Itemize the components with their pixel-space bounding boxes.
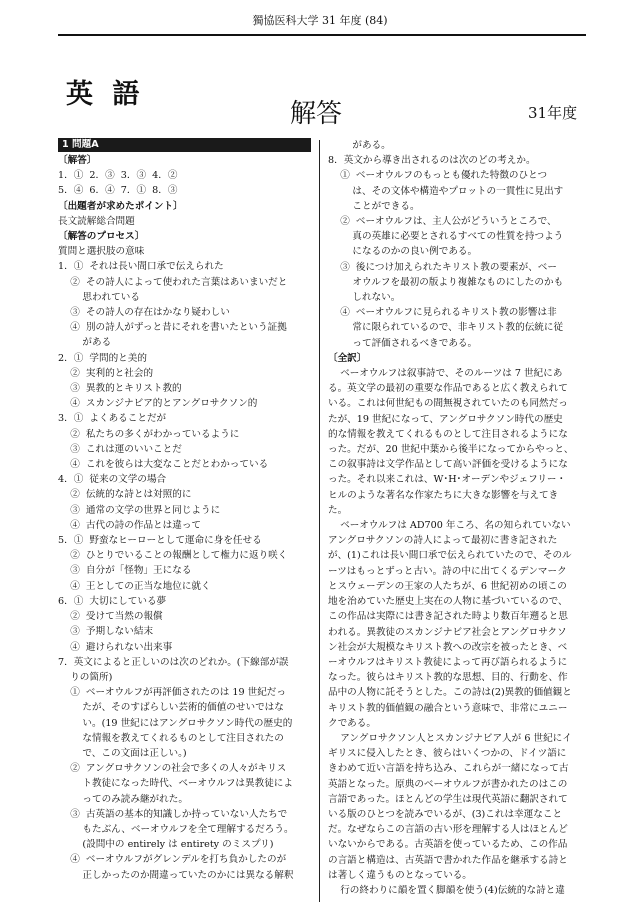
text-line: クである。 [328, 717, 376, 729]
text-line: 5．① 野蛮なヒーローとして運命に身を任せる [58, 535, 262, 547]
text-line: ④ 古代の詩の作品とは違って [58, 519, 202, 531]
subsection-heading: 〔出題者が求めたポイント〕 [58, 200, 183, 212]
column-divider [319, 140, 320, 902]
text-line: 1．① それは長い間口承で伝えられた [58, 261, 224, 273]
subsection-heading: 〔解答のプロセス〕 [58, 231, 145, 243]
text-line: なった。彼らはキリスト教的な思想、目的、行動を、作 [328, 672, 568, 684]
text-line: ことができる。 [328, 200, 420, 212]
text-line: ④ 避けられない出来事 [58, 641, 173, 653]
text-line: い。(19 世紀にはアングロサクソン時代の歴史的 [58, 717, 293, 729]
text-line: ③ 古英語の基本的知識しか持っていない人たちで [58, 808, 288, 820]
left-column [58, 138, 311, 883]
text-line: 6．① 大切にしている夢 [58, 595, 167, 607]
text-line: ② 伝統的な詩とは対照的に [58, 489, 192, 501]
text-line: な情報を教えてくれるものとして注目されたの [58, 732, 284, 744]
right-column [328, 138, 588, 898]
text-line: ③ 自分が「怪物」王になる [58, 565, 192, 577]
text-line: とスウェーデンの王家の人たちが、6 世紀初めの頃この [328, 580, 567, 592]
text-line: 長文読解総合問題 [58, 215, 135, 227]
text-line: 正しかったのか間違っていたのかには異なる解釈 [58, 869, 294, 881]
text-line: ベーオウルフは叙事詩で、そのルーツは 7 世紀にあ [328, 368, 563, 380]
text-line: いないからである。古英語を使っているため、この作品 [328, 839, 568, 851]
text-line: 3．① よくあることだが [58, 413, 167, 425]
text-line: だ。なぜならこの言語の古い形を理解する人はほとんど [328, 824, 568, 836]
text-line: ③ 異教的とキリスト教的 [58, 383, 182, 395]
text-line: 1．① 2．③ 3．③ 4．② [58, 170, 178, 182]
text-line: いる版のひとつを読みでいるが、(3)これは幸運なこと [328, 808, 563, 820]
text-line: アングロサクソン人とスカンジナビア人が 6 世紀にイ [328, 732, 572, 744]
text-line: 地を治めていた歴史上実在の人物に基づいているので、 [328, 596, 568, 608]
text-line: ン社会が大規模なキリスト教への改宗を被ったとき、ベ [328, 641, 568, 653]
text-line: たが、そのすばらしい芸術的価値のせいではな [58, 702, 284, 714]
text-line: 常に限られているので、非キリスト教的伝統に従 [328, 322, 564, 334]
text-line: ってのみ読み継がれた。 [58, 793, 188, 805]
text-line: った。だが、20 世紀中葉から後半になってからやっと、 [328, 444, 574, 456]
text-line: ④ 別の詩人がずっと昔にそれを書いたという証拠 [58, 322, 287, 334]
text-line: きわめて近い言語を持ち込み、これらが一緒になって古 [328, 763, 569, 775]
text-line: ④ これを彼らは大変なことだとわかっている [58, 459, 269, 471]
text-line: 言語であった。ほとんどの学生は現代英語に翻訳されて [328, 793, 568, 805]
text-line: た。 [328, 504, 348, 516]
text-line: ヒルのような著名な作家たちに大きな影響を与えてき [328, 489, 559, 501]
text-line: ② 受けて当然の報償 [58, 611, 163, 623]
text-line: 質問と選択肢の意味 [58, 246, 145, 258]
text-line: ② 実利的と社会的 [58, 367, 154, 379]
text-line: の言語と構造は、古英語で書かれた作品を継承する詩と [328, 854, 568, 866]
text-line: 真の英雄に必要とされるすべての性質を持つよう [328, 231, 564, 243]
text-line: ② ひとりでいることの報酬として権力に返り咲く [58, 550, 288, 562]
text-line: 的な情報を教えてくれるものとして注目されるようにな [328, 428, 568, 440]
text-line: った。それ以来これは、W･H･オーデンやジェフリー・ [328, 474, 567, 486]
text-line: 英語となった。原典のベーオウルフが書かれたのはこの [328, 778, 568, 790]
text-line: この作品は実際には書き記された時より数百年遡ると思 [328, 611, 568, 623]
text-line: 思われている [58, 291, 140, 303]
text-line: る。英文学の最初の重要な作品であると広く教えられて [328, 383, 568, 395]
subsection-heading: 〔解答〕 [58, 155, 97, 166]
running-header: 獨協医科大学 31 年度 (84) [252, 14, 388, 27]
text-line: 5．④ 6．④ 7．① 8．③ [58, 185, 178, 197]
text-line: りの箇所) [58, 671, 113, 683]
text-line: オウルフを最初の版より複雑なものにしたのかも [328, 276, 564, 288]
text-line: ③ これは運のいいことだ [58, 443, 182, 455]
text-line: われる。異教徒のスカンジナビア社会とアングロサクソ [328, 626, 567, 638]
text-line: しれない。 [328, 292, 401, 304]
text-line: ③ 通常の文学の世界と同じように [58, 504, 221, 516]
section-heading: 1 問題A [58, 138, 311, 152]
text-line: もたぶん、ベーオウルフを全て理解するだろう。 [58, 823, 294, 835]
text-line: って評価されるべきである。 [328, 337, 478, 349]
text-line: ④ 王としての正当な地位に就く [58, 580, 211, 592]
text-line: いる。これは何世紀もの間無視されていたのも同然だっ [328, 398, 568, 410]
text-line: ② 私たちの多くがわかっているように [58, 428, 240, 440]
text-line: ト教徒になった時代、ベーオウルフは異教徒によ [58, 778, 293, 790]
text-line: 7．英文によると正しいのは次のどれか。(下線部が誤 [58, 656, 289, 668]
text-line: ④ スカンジナビア的とアングロサクソン的 [58, 398, 258, 410]
text-line: は著しく違うものとなっている。 [328, 869, 472, 881]
text-line: がある。 [328, 140, 391, 151]
text-line: キリスト教的価値観の融合という意味で、非常にユニー [328, 702, 568, 714]
text-line: 4．① 従来の文学の場合 [58, 474, 167, 486]
text-line: 8．英文から導き出されるのは次のどの考えか。 [328, 155, 536, 167]
text-line: 2．① 学問的と美的 [58, 352, 147, 364]
text-line: ーオウルフはキリスト教徒によって再び語られるように [328, 656, 568, 668]
subsection-heading: 〔全訳〕 [328, 352, 367, 364]
text-line: で、この文面は正しい。) [58, 747, 187, 759]
text-line: ギリスに侵入したとき、彼らはいくつかの、ドイツ語に [328, 748, 567, 760]
text-line: ベーオウルフは AD700 年ころ、名の知られていない [328, 520, 571, 532]
text-line: ② その詩人によって使われた言葉はあいまいだと [58, 276, 288, 288]
header-rule [58, 34, 586, 36]
text-line: がある [58, 337, 112, 349]
text-line: ② アングロサクソンの社会で多くの人々がキリス [58, 763, 287, 775]
text-line: ① ベーオウルフのもっとも優れた特徴のひとつ [328, 170, 548, 182]
text-line: ④ ベーオウルフがグレンデルを打ち負かしたのが [58, 854, 287, 866]
text-line: ② ベーオウルフは、主人公がどういうところで、 [328, 216, 557, 228]
text-line: この叙事詩は文学作品として高い評価を受けるようにな [328, 459, 568, 471]
year-label: 31年度 [528, 104, 578, 122]
text-line: ーツはもっとずっと古い。詩の中に出てくるデンマーク [328, 565, 567, 577]
text-line: が、(1)これは長い間口承で伝えられていたので、そのル [328, 550, 572, 562]
text-line: 行の終わりに韻を置く脚韻を使う(4)伝統的な詩と違 [328, 884, 565, 896]
subject-title: 英 語 [66, 79, 145, 110]
text-line: ③ 予期しない結末 [58, 626, 154, 638]
text-line: たが、19 世紀になって、アングロサクソン時代の歴史 [328, 413, 563, 425]
text-line: ③ 後につけ加えられたキリスト教の要素が、ベー [328, 261, 557, 273]
text-line: ④ ベーオウルフに見られるキリスト教の影響は非 [328, 307, 557, 319]
text-line: になるのかの良い例である。 [328, 246, 478, 258]
text-line: 品中の人物に託そうとした。この詩は(2)異教的価値観と [328, 687, 572, 699]
text-line: ③ その詩人の存在はかなり疑わしい [58, 307, 230, 319]
answer-title: 解答 [290, 99, 343, 129]
text-line: は、その文体や構造やプロットの一貫性に見出す [328, 185, 564, 197]
text-line: アングロサクソンの詩人によって最初に書き記された [328, 535, 558, 547]
text-line: ① ベーオウルフが再評価されたのは 19 世紀だっ [58, 687, 286, 699]
text-line: (設問中の entirely は entirety のミスプリ) [58, 839, 274, 851]
